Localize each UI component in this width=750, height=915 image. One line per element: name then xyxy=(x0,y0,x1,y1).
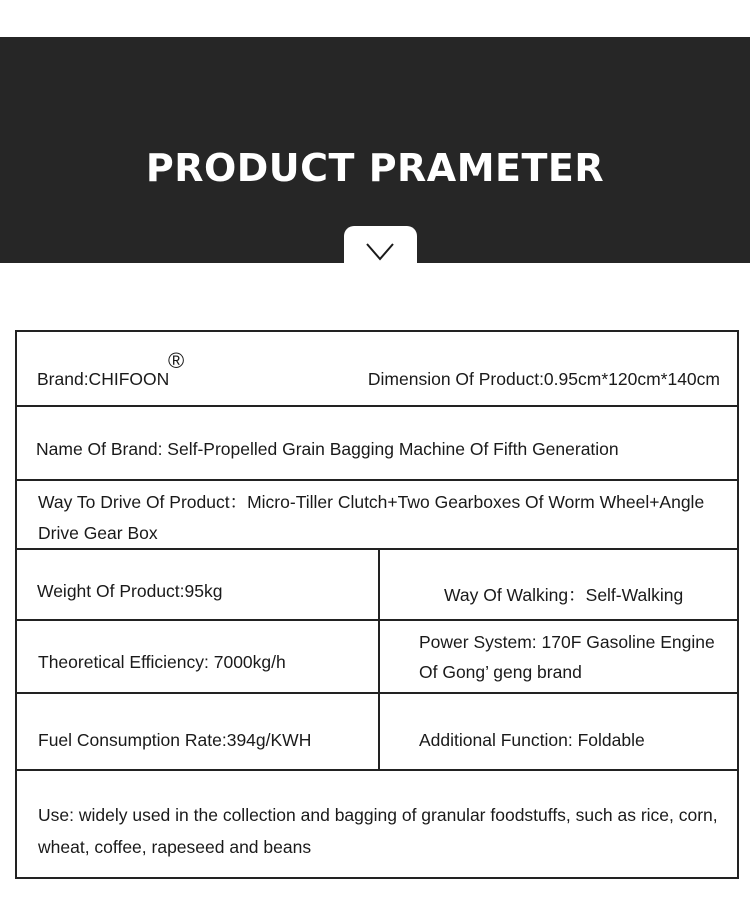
use-text-line2: wheat, coffee, rapeseed and beans xyxy=(38,837,312,857)
efficiency-text: Theoretical Efficiency: 7000kg/h xyxy=(38,652,286,672)
spec-row-efficiency xyxy=(17,621,737,694)
drive-text-line2: Drive Gear Box xyxy=(38,523,158,543)
column-divider xyxy=(378,694,380,769)
column-divider xyxy=(378,621,380,692)
fuel-text: Fuel Consumption Rate:394g/KWH xyxy=(38,730,312,750)
spec-row-brand xyxy=(17,332,737,407)
column-divider xyxy=(378,550,380,619)
power-text-line1: Power System: 170F Gasoline Engine xyxy=(419,632,715,652)
spec-row-drive xyxy=(17,481,737,550)
weight-text: Weight Of Product:95kg xyxy=(37,581,223,601)
use-text-line1: Use: widely used in the collection and bagging of granular foodstuffs, such as rice, corn, xyxy=(38,805,718,825)
walking-text: Way Of Walking：Self-Walking xyxy=(444,585,684,605)
spec-row-weight xyxy=(17,550,737,621)
spec-row-use xyxy=(17,771,737,877)
spec-row-brand-name xyxy=(17,407,737,481)
brand-name-text: Name Of Brand: Self-Propelled Grain Bagging Machine Of Fifth Generation xyxy=(36,439,619,459)
additional-function-text: Additional Function: Foldable xyxy=(419,730,645,750)
spec-table xyxy=(15,330,739,879)
registered-mark: ® xyxy=(168,348,185,373)
chevron-down-icon xyxy=(366,242,394,262)
brand-text: Brand:CHIFOON xyxy=(37,369,170,389)
power-text-line2: Of Gong’ geng brand xyxy=(419,662,582,682)
page-title: PRODUCT PRAMETER xyxy=(145,146,605,190)
spec-row-fuel xyxy=(17,694,737,771)
drive-text-line1: Way To Drive Of Product：Micro-Tiller Clutch+Two Gearboxes Of Worm Wheel+Angle xyxy=(38,492,705,512)
dimension-text: Dimension Of Product:0.95cm*120cm*140cm xyxy=(367,369,720,389)
chevron-tab xyxy=(344,226,417,263)
